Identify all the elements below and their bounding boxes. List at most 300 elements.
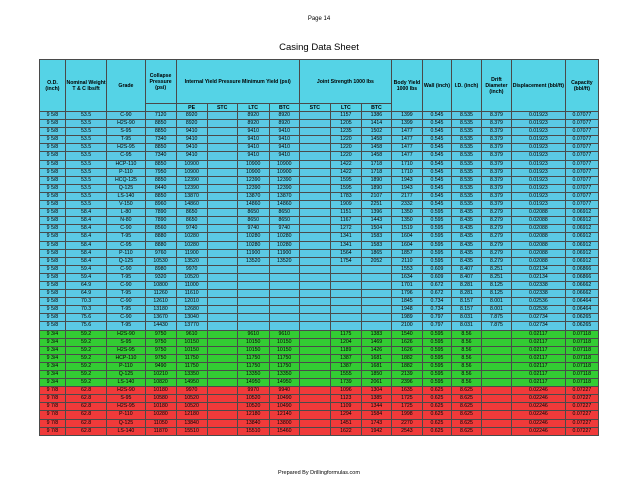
table-cell: 13870 xyxy=(237,192,269,200)
table-cell: 10150 xyxy=(269,346,299,354)
table-cell xyxy=(269,322,299,330)
table-cell: 0.07227 xyxy=(565,395,598,403)
table-cell: 1350 xyxy=(391,217,422,225)
table-cell: 0.06912 xyxy=(565,257,598,265)
table-cell: 10150 xyxy=(237,346,269,354)
subheader-js-btc: BTC xyxy=(361,104,391,112)
table-cell: 1272 xyxy=(330,225,361,233)
header-id: I.D. (inch) xyxy=(451,60,481,112)
table-cell: 0.734 xyxy=(422,306,451,314)
table-row xyxy=(40,201,599,209)
table-cell: C-90 xyxy=(107,298,145,306)
table-cell: 9 5/8 xyxy=(40,233,66,241)
table-cell: 15460 xyxy=(269,427,299,435)
header-internal-yield: Internal Yield Pressure Minimum Yield (psi) xyxy=(176,60,299,104)
table-cell: 9740 xyxy=(176,225,207,233)
table-cell: 8.535 xyxy=(451,160,481,168)
table-cell: 70.3 xyxy=(65,298,106,306)
table-cell: 8.535 xyxy=(451,192,481,200)
table-cell: 8.435 xyxy=(451,233,481,241)
table-cell: 0.06464 xyxy=(565,298,598,306)
table-cell xyxy=(269,306,299,314)
table-cell: 1701 xyxy=(391,281,422,289)
table-cell: 11750 xyxy=(176,354,207,362)
table-cell: 1443 xyxy=(361,217,391,225)
table-cell: 10280 xyxy=(176,233,207,241)
table-cell: 8880 xyxy=(145,233,176,241)
table-cell: 8.379 xyxy=(481,160,511,168)
header-od: O.D. (inch) xyxy=(40,60,66,112)
table-cell: V-150 xyxy=(107,201,145,209)
table-cell: 9410 xyxy=(237,136,269,144)
table-cell: 10150 xyxy=(237,338,269,346)
table-cell: 0.07077 xyxy=(565,152,598,160)
table-cell: 1882 xyxy=(391,362,422,370)
table-cell: 9410 xyxy=(269,144,299,152)
table-cell: 0.02734 xyxy=(511,314,565,322)
table-cell: 9410 xyxy=(237,144,269,152)
table-cell: 59.2 xyxy=(65,371,106,379)
table-cell: 1344 xyxy=(361,403,391,411)
table-cell xyxy=(207,265,237,273)
table-cell: 10900 xyxy=(269,160,299,168)
table-cell: 10900 xyxy=(237,168,269,176)
table-cell: 9 7/8 xyxy=(40,395,66,403)
table-cell: 8.535 xyxy=(451,144,481,152)
table-cell: 8.625 xyxy=(451,387,481,395)
table-cell xyxy=(207,354,237,362)
table-cell: 0.07077 xyxy=(565,176,598,184)
table-cell xyxy=(299,192,330,200)
table-cell xyxy=(269,281,299,289)
table-cell: 8.535 xyxy=(451,136,481,144)
table-cell: 8920 xyxy=(176,112,207,120)
table-cell: 1477 xyxy=(391,128,422,136)
table-cell xyxy=(237,281,269,289)
table-cell xyxy=(207,346,237,354)
table-cell: 8.279 xyxy=(481,217,511,225)
table-cell xyxy=(207,330,237,338)
table-cell: 8560 xyxy=(145,225,176,233)
table-cell: P-110 xyxy=(107,411,145,419)
table-cell: 2107 xyxy=(361,192,391,200)
table-cell xyxy=(361,298,391,306)
table-cell: 0.06912 xyxy=(565,217,598,225)
table-cell: 0.545 xyxy=(422,201,451,209)
table-cell: 0.02246 xyxy=(511,403,565,411)
table-cell: 9 5/8 xyxy=(40,314,66,322)
table-cell: 9 5/8 xyxy=(40,249,66,257)
table-cell: 53.5 xyxy=(65,176,106,184)
table-cell: 1604 xyxy=(391,241,422,249)
table-cell: 62.8 xyxy=(65,411,106,419)
table-cell xyxy=(207,273,237,281)
table-cell xyxy=(207,257,237,265)
table-cell xyxy=(299,176,330,184)
table-cell: 13840 xyxy=(176,419,207,427)
table-row xyxy=(40,314,599,322)
table-cell: 11750 xyxy=(269,362,299,370)
table-cell xyxy=(299,395,330,403)
table-cell: 0.02117 xyxy=(511,371,565,379)
table-cell: P-110 xyxy=(107,249,145,257)
table-cell: 0.07077 xyxy=(565,136,598,144)
table-cell: 0.07118 xyxy=(565,346,598,354)
table-cell: 11260 xyxy=(145,290,176,298)
table-cell: 8.56 xyxy=(451,330,481,338)
table-cell xyxy=(361,290,391,298)
table-cell xyxy=(207,387,237,395)
table-cell: 10280 xyxy=(176,241,207,249)
table-cell: 13520 xyxy=(269,257,299,265)
table-row xyxy=(40,273,599,281)
table-cell: 0.02117 xyxy=(511,330,565,338)
table-cell: 9 5/8 xyxy=(40,136,66,144)
table-cell: 8.535 xyxy=(451,120,481,128)
table-cell: 0.07118 xyxy=(565,330,598,338)
table-cell: 53.5 xyxy=(65,160,106,168)
table-cell: 0.02088 xyxy=(511,209,565,217)
table-cell: 1857 xyxy=(391,249,422,257)
table-row xyxy=(40,233,599,241)
table-cell: 8.625 xyxy=(451,411,481,419)
header-capacity: Capacity (bbl/ft) xyxy=(565,60,598,112)
table-cell: 0.625 xyxy=(422,403,451,411)
table-cell: 9610 xyxy=(269,330,299,338)
table-cell: 1396 xyxy=(361,209,391,217)
table-cell xyxy=(299,403,330,411)
table-cell: 58.4 xyxy=(65,217,106,225)
table-cell: 9 3/4 xyxy=(40,362,66,370)
table-cell xyxy=(237,322,269,330)
table-cell: 9 5/8 xyxy=(40,273,66,281)
table-cell: 8.535 xyxy=(451,201,481,209)
table-cell: 10900 xyxy=(269,168,299,176)
table-cell: 2251 xyxy=(361,201,391,209)
table-cell: 10280 xyxy=(237,241,269,249)
table-cell xyxy=(299,201,330,209)
table-cell: 9750 xyxy=(145,346,176,354)
table-cell: 7340 xyxy=(145,152,176,160)
table-cell: 9940 xyxy=(269,387,299,395)
table-cell: 1096 xyxy=(330,387,361,395)
header-weight: Nominal Weight T & C lbs/ft xyxy=(65,60,106,112)
table-cell: 0.06866 xyxy=(565,265,598,273)
table-cell: 59.2 xyxy=(65,346,106,354)
table-cell xyxy=(207,362,237,370)
table-cell: 8.379 xyxy=(481,128,511,136)
table-cell: 8850 xyxy=(145,176,176,184)
table-cell: 1583 xyxy=(361,241,391,249)
table-cell xyxy=(207,298,237,306)
table-cell: 9410 xyxy=(237,128,269,136)
table-cell: 1477 xyxy=(391,144,422,152)
table-cell: 8.251 xyxy=(481,273,511,281)
table-cell xyxy=(207,322,237,330)
table-cell: Q-125 xyxy=(107,419,145,427)
subheader-iy-stc: STC xyxy=(207,104,237,112)
table-cell: 0.01923 xyxy=(511,144,565,152)
table-cell: 10280 xyxy=(269,241,299,249)
table-cell: 13840 xyxy=(237,419,269,427)
table-cell: 8.535 xyxy=(451,176,481,184)
table-cell: 1943 xyxy=(391,184,422,192)
table-cell: 9 5/8 xyxy=(40,201,66,209)
table-cell: 1564 xyxy=(330,249,361,257)
table-cell: 0.625 xyxy=(422,419,451,427)
table-cell xyxy=(207,225,237,233)
table-cell xyxy=(481,338,511,346)
header-drift: Drift Diameter (inch) xyxy=(481,60,511,112)
table-cell xyxy=(361,265,391,273)
table-cell: 13180 xyxy=(145,306,176,314)
table-cell: 9 5/8 xyxy=(40,128,66,136)
table-cell: 75.6 xyxy=(65,322,106,330)
table-cell: 13800 xyxy=(269,419,299,427)
table-cell xyxy=(207,184,237,192)
table-cell: 11610 xyxy=(176,290,207,298)
table-cell: 9750 xyxy=(145,330,176,338)
table-cell: 0.07077 xyxy=(565,112,598,120)
table-cell: 0.02246 xyxy=(511,427,565,435)
table-cell: H2S-95 xyxy=(107,346,145,354)
casing-data-table xyxy=(39,59,599,436)
table-cell: 10800 xyxy=(145,281,176,289)
table-cell: 58.4 xyxy=(65,257,106,265)
table-cell: 8.379 xyxy=(481,152,511,160)
table-cell: 8.56 xyxy=(451,354,481,362)
table-cell xyxy=(207,152,237,160)
table-cell: S-95 xyxy=(107,338,145,346)
table-cell xyxy=(299,112,330,120)
table-cell: 1458 xyxy=(361,136,391,144)
table-cell: 8650 xyxy=(176,209,207,217)
table-cell: 1204 xyxy=(330,338,361,346)
table-cell: H2S-95 xyxy=(107,144,145,152)
table-cell: 8650 xyxy=(237,217,269,225)
table-cell: 0.02117 xyxy=(511,379,565,387)
table-cell: 8.56 xyxy=(451,346,481,354)
table-cell: 9 5/8 xyxy=(40,322,66,330)
table-cell: 9 5/8 xyxy=(40,160,66,168)
subheader-pe: PE xyxy=(176,104,207,112)
table-cell: 53.5 xyxy=(65,201,106,209)
table-cell xyxy=(299,144,330,152)
table-cell: 8.379 xyxy=(481,176,511,184)
table-row xyxy=(40,112,599,120)
table-cell: 8880 xyxy=(145,241,176,249)
table-cell: 0.545 xyxy=(422,136,451,144)
table-cell: 9 5/8 xyxy=(40,217,66,225)
table-cell: 9410 xyxy=(269,136,299,144)
table-cell: 9 5/8 xyxy=(40,184,66,192)
table-cell: 9 5/8 xyxy=(40,265,66,273)
table-cell: 9 5/8 xyxy=(40,281,66,289)
table-cell: 8.279 xyxy=(481,233,511,241)
table-cell: 0.01923 xyxy=(511,160,565,168)
table-row xyxy=(40,419,599,427)
table-cell: 9 3/4 xyxy=(40,330,66,338)
table-cell: 0.01923 xyxy=(511,201,565,209)
table-cell: 1595 xyxy=(330,176,361,184)
table-cell xyxy=(207,314,237,322)
table-cell: 10150 xyxy=(176,346,207,354)
table-cell xyxy=(481,387,511,395)
table-cell: 10580 xyxy=(145,395,176,403)
table-cell: 0.07077 xyxy=(565,120,598,128)
table-cell: 8650 xyxy=(237,209,269,217)
table-row xyxy=(40,176,599,184)
table-cell xyxy=(207,427,237,435)
table-cell: 8.56 xyxy=(451,338,481,346)
table-cell: 1754 xyxy=(330,257,361,265)
table-row xyxy=(40,136,599,144)
table-cell: 0.797 xyxy=(422,314,451,322)
table-cell: 0.02734 xyxy=(511,322,565,330)
table-cell: 0.595 xyxy=(422,346,451,354)
table-cell: 1151 xyxy=(330,209,361,217)
table-cell xyxy=(330,314,361,322)
table-cell xyxy=(361,322,391,330)
table-cell xyxy=(299,387,330,395)
table-row xyxy=(40,249,599,257)
table-cell: 8.379 xyxy=(481,120,511,128)
table-cell: 53.5 xyxy=(65,136,106,144)
table-cell: 9 3/4 xyxy=(40,354,66,362)
table-cell: 12390 xyxy=(269,184,299,192)
table-cell: 0.07077 xyxy=(565,160,598,168)
table-cell: Q-125 xyxy=(107,371,145,379)
table-cell: 53.5 xyxy=(65,152,106,160)
table-cell: 0.07077 xyxy=(565,128,598,136)
table-cell: 1385 xyxy=(361,395,391,403)
table-cell: 0.07077 xyxy=(565,184,598,192)
table-cell: 0.595 xyxy=(422,241,451,249)
table-cell: 13520 xyxy=(176,257,207,265)
table-cell: 8920 xyxy=(237,112,269,120)
table-cell: C-90 xyxy=(107,112,145,120)
table-cell: 10520 xyxy=(237,403,269,411)
table-cell: 1943 xyxy=(391,176,422,184)
table-cell: 0.02088 xyxy=(511,257,565,265)
table-cell xyxy=(481,379,511,387)
table-cell xyxy=(207,192,237,200)
table-cell: 1626 xyxy=(391,338,422,346)
table-cell: 59.4 xyxy=(65,273,106,281)
table-cell: T-95 xyxy=(107,306,145,314)
table-cell xyxy=(237,265,269,273)
table-cell: 0.625 xyxy=(422,395,451,403)
table-row xyxy=(40,152,599,160)
table-cell xyxy=(207,120,237,128)
table-cell: 8.001 xyxy=(481,306,511,314)
table-cell: 8.535 xyxy=(451,128,481,136)
table-row xyxy=(40,225,599,233)
table-cell: 8850 xyxy=(145,192,176,200)
table-cell: 0.625 xyxy=(422,411,451,419)
table-cell: 14950 xyxy=(269,379,299,387)
table-cell: 0.01923 xyxy=(511,168,565,176)
table-cell: 11750 xyxy=(237,362,269,370)
table-cell: 9 5/8 xyxy=(40,298,66,306)
table-cell: 58.4 xyxy=(65,209,106,217)
table-cell: 13770 xyxy=(176,322,207,330)
table-cell xyxy=(237,306,269,314)
table-cell: 64.9 xyxy=(65,281,106,289)
table-cell xyxy=(299,354,330,362)
table-cell: 12180 xyxy=(237,411,269,419)
table-cell: 0.02117 xyxy=(511,346,565,354)
table-cell: 9410 xyxy=(176,144,207,152)
table-cell: 53.5 xyxy=(65,184,106,192)
table-cell xyxy=(481,419,511,427)
table-cell xyxy=(299,273,330,281)
table-cell: 1626 xyxy=(391,346,422,354)
table-cell: 53.5 xyxy=(65,120,106,128)
subheader-js-ltc: LTC xyxy=(330,104,361,112)
table-cell: 1783 xyxy=(330,192,361,200)
table-cell: 1998 xyxy=(391,411,422,419)
table-cell: 9 3/4 xyxy=(40,338,66,346)
table-cell: C-90 xyxy=(107,281,145,289)
table-cell: 12390 xyxy=(176,176,207,184)
table-cell xyxy=(207,233,237,241)
header-collapse-blank xyxy=(145,104,176,112)
table-row xyxy=(40,192,599,200)
table-cell: 7.875 xyxy=(481,314,511,322)
table-cell: 0.595 xyxy=(422,217,451,225)
table-cell: 1458 xyxy=(361,144,391,152)
table-cell: 1604 xyxy=(391,233,422,241)
table-cell: 2543 xyxy=(391,427,422,435)
table-row xyxy=(40,257,599,265)
table-cell: 12180 xyxy=(176,411,207,419)
table-cell xyxy=(207,290,237,298)
table-cell xyxy=(207,395,237,403)
table-cell xyxy=(361,314,391,322)
table-cell: 10900 xyxy=(237,160,269,168)
table-cell: 9 5/8 xyxy=(40,225,66,233)
table-cell: 8.031 xyxy=(451,322,481,330)
table-row xyxy=(40,354,599,362)
table-cell: 1890 xyxy=(361,176,391,184)
table-cell: 1123 xyxy=(330,395,361,403)
table-cell: 1157 xyxy=(330,112,361,120)
table-cell xyxy=(481,411,511,419)
header-collapse: Collapse Pressure (psi) xyxy=(145,60,176,104)
table-cell xyxy=(207,241,237,249)
table-cell: 9 5/8 xyxy=(40,290,66,298)
table-cell: N-80 xyxy=(107,217,145,225)
table-cell: 0.07077 xyxy=(565,144,598,152)
table-cell xyxy=(207,136,237,144)
table-cell: 9 5/8 xyxy=(40,144,66,152)
table-cell: 10280 xyxy=(269,233,299,241)
table-cell: T-95 xyxy=(107,290,145,298)
table-cell xyxy=(299,233,330,241)
table-cell: 8.001 xyxy=(481,298,511,306)
table-cell: H2S-90 xyxy=(107,330,145,338)
table-cell xyxy=(299,120,330,128)
table-cell: 0.06912 xyxy=(565,241,598,249)
table-cell: 12390 xyxy=(237,176,269,184)
table-cell: 8.535 xyxy=(451,184,481,192)
table-cell: 2139 xyxy=(391,371,422,379)
table-cell: 8.535 xyxy=(451,152,481,160)
table-cell: 0.595 xyxy=(422,209,451,217)
table-cell xyxy=(330,298,361,306)
table-cell: 1220 xyxy=(330,152,361,160)
